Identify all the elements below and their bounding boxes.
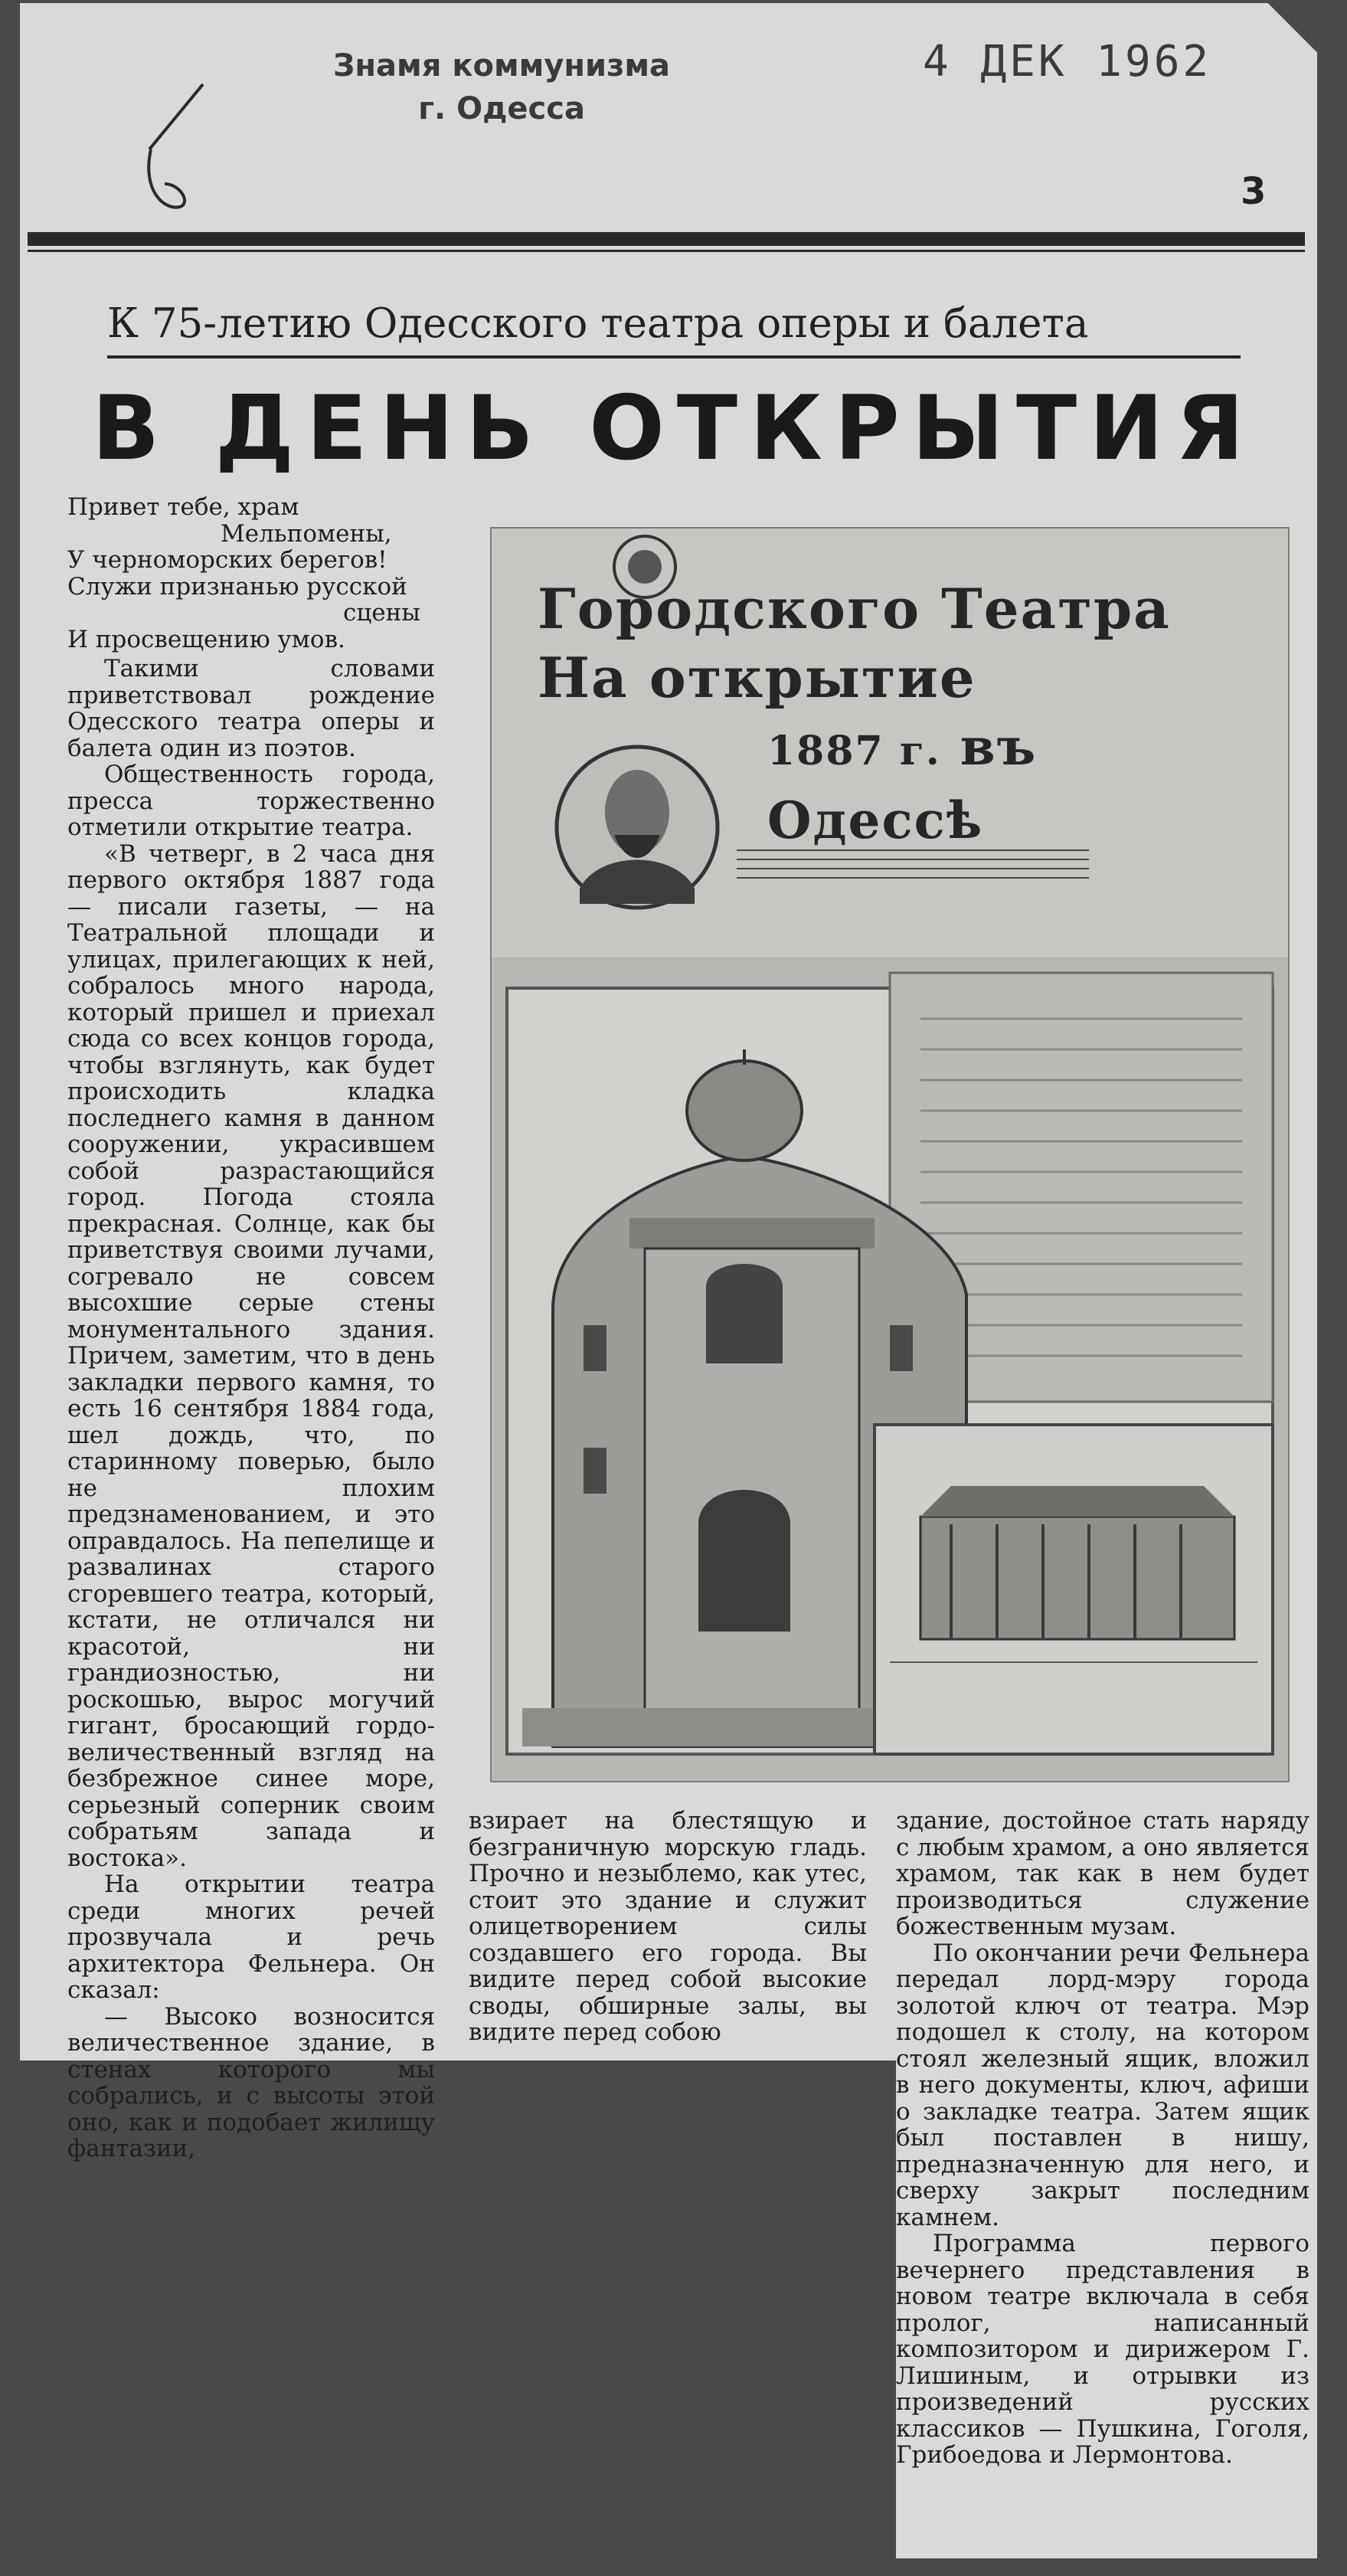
- top-rule-thin: [28, 250, 1305, 252]
- paragraph: «В четверг, в 2 часа дня первого октября 1887 года — писали газеты, — на Театральной площади и улицах, прилегающих к ней, собралось много народа, который пришел и приехал сюда со всех концов города, чтобы взглянуть, как будет происходить кладка последнего камня в данном сооружении, украсившем собой разрастающийся город. Погода стояла прекрасная. Солнце, как бы приветствуя своими лучами, согревало не совсем высохшие серые стены монументального здания. Причем, заметим, что в день закладки первого камня, то есть 16 сентября 1884 года, шел дождь, что, по старинному поверью, было не плохим предзнаменованием, и это оправдалось. На пепелище и развалинах старого сгоревшего театра, который, кстати, не отличался ни красотой, ни грандиозностью, ни роскошью, вырос могучий гигант, бросающий гордо-величественный взгляд на безбрежное синее море, серьезный соперник своим собратьям запада и востока».: [67, 840, 435, 1872]
- paragraph: взирает на блестящую и безграничную морскую гладь. Прочно и незыблемо, как утес, стоит это здание и служит олицетворением силы создавшего его города. Вы видите перед собой высокие своды, обширные залы, вы видите перед собою: [469, 1807, 867, 2046]
- poem-line: И просвещению умов.: [67, 625, 345, 653]
- poster-title-theatre: Городского Театра: [538, 576, 1171, 641]
- poster-title-opening: На открытие: [538, 645, 976, 710]
- poem-line: У черноморских берегов!: [67, 546, 387, 574]
- archive-stamp: [287, 44, 716, 130]
- historical-illustration: [490, 527, 1290, 1782]
- poster-line-bottom: [538, 712, 1242, 855]
- poem-line: Мельпомены,: [221, 519, 392, 548]
- handwritten-mark: [134, 77, 241, 222]
- poem-epigraph: [67, 494, 435, 653]
- poem-line: Привет тебе, храм: [67, 493, 299, 521]
- stamp-newspaper-name: Знамя коммунизма: [332, 48, 671, 83]
- stamp-city: г. Одесса: [418, 91, 585, 126]
- text-column-2: [469, 1808, 867, 2046]
- rubric-underline: [107, 355, 1241, 358]
- text-column-1: [67, 494, 435, 2162]
- paragraph: здание, достойное стать наряду с любым храмом, а оно является храмом, так как в нем будет производиться служение божественным музам.: [896, 1807, 1309, 1940]
- paragraph: Общественность города, пресса торжественно отметили открытие театра.: [67, 761, 435, 841]
- text-column-3: [896, 1808, 1309, 2469]
- poster-title: [538, 574, 1242, 855]
- page-number: 3: [1241, 170, 1267, 213]
- poster-year: 1887 г.: [767, 728, 941, 774]
- stamp-date: 4 ДЕК 1962: [923, 37, 1212, 87]
- paragraph: На открытии театра среди многих речей прозвучала и речь архитектора Фельнера. Он сказал:: [67, 1871, 435, 2004]
- paragraph: — Высоко возносится величественное здание, в стенах которого мы собрались, и с высоты этой оно, как и подобает жилищу фантазии,: [67, 2002, 435, 2162]
- top-rule: [28, 232, 1305, 246]
- paragraph: Такими словами приветствовал рождение Одесского театра оперы и балета один из поэтов.: [67, 655, 435, 762]
- paragraph: Программа первого вечернего представления в новом театре включала в себя пролог, написанный композитором и дирижером Г. Лишиным, и отрывки из произведений русских классиков — Пушкина, Гоголя, Грибоедова и Лермонтова.: [896, 2230, 1309, 2469]
- poster-city: въ Одессѣ: [767, 717, 1038, 850]
- paragraph: По окончании речи Фельнера передал лорд-мэру города золотой ключ от театра. Мэр подошел к столу, на котором стоял железный ящик, вложил в него документы, ключ, афиши о закладке театра. Затем ящик был поставлен в нишу, предназначенную для него, и сверху закрыт последним камнем.: [896, 1939, 1309, 2231]
- article-rubric: К 75-летию Одесского театра оперы и балета: [107, 300, 1089, 347]
- article-headline: В ДЕНЬ ОТКРЫТИЯ: [92, 377, 1257, 480]
- poem-line: Служи признанью русской: [67, 572, 407, 601]
- poem-line: сцены: [343, 599, 420, 627]
- poster-line-top: [538, 574, 1242, 712]
